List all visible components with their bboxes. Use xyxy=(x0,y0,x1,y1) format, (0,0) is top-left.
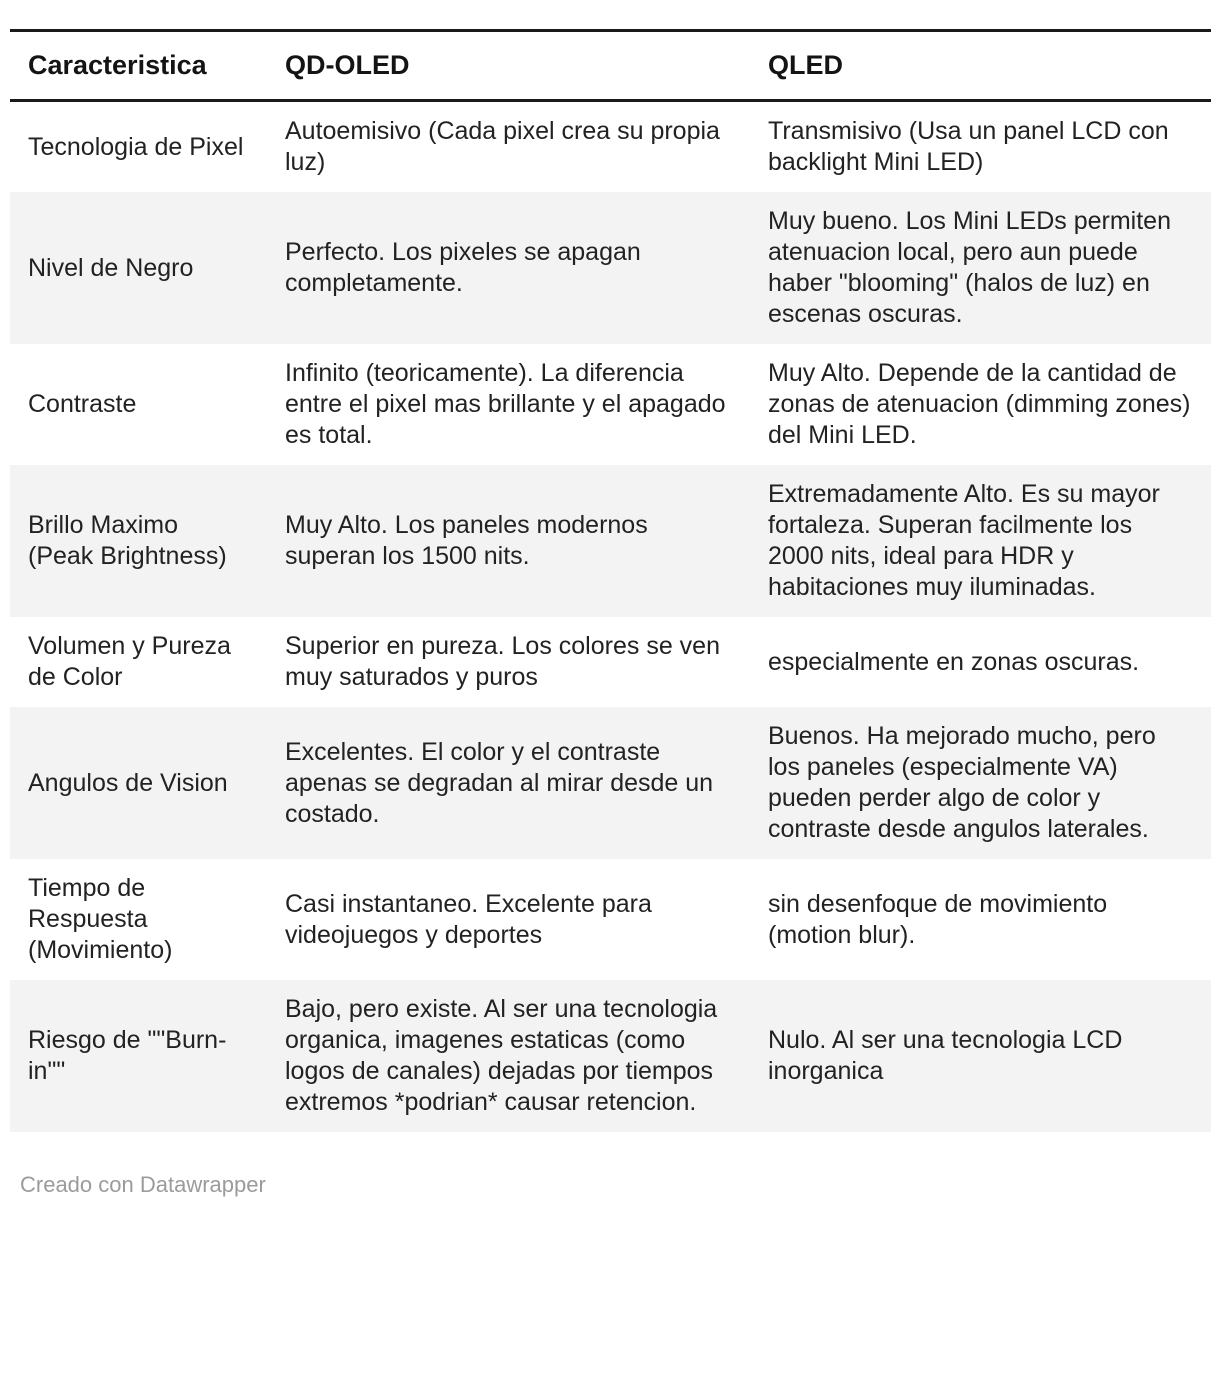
feature-cell: Nivel de Negro xyxy=(28,253,194,282)
feature-cell: Volumen y Pureza de Color xyxy=(28,632,231,691)
qdoled-cell: Perfecto. Los pixeles se apagan completamente. xyxy=(285,238,641,297)
qdoled-cell: Casi instantaneo. Excelente para videojuegos y deportes xyxy=(285,889,652,949)
datawrapper-credit: Creado con Datawrapper xyxy=(20,1172,266,1197)
table-row xyxy=(10,859,1211,980)
comparison-table xyxy=(10,29,1211,1132)
table-row xyxy=(10,707,1211,859)
qled-cell: Buenos. Ha mejorado mucho, pero los paneles (especialmente VA) pueden perder algo de color y contraste desde angulos laterales. xyxy=(768,722,1156,843)
qled-cell: Extremadamente Alto. Es su mayor fortaleza. Superan facilmente los 2000 nits, ideal para HDR y habitaciones muy iluminadas. xyxy=(768,480,1160,601)
table-row xyxy=(10,980,1211,1132)
column-header-qled: QLED xyxy=(750,31,1211,101)
feature-cell: Riesgo de ""Burn-in"" xyxy=(28,1026,227,1085)
feature-cell: Contraste xyxy=(28,390,137,418)
qdoled-cell: Superior en pureza. Los colores se ven muy saturados y puros xyxy=(285,632,720,691)
feature-cell: Tiempo de Respuesta (Movimiento) xyxy=(28,874,173,964)
column-header-qd-oled: QD-OLED xyxy=(267,31,750,101)
column-header-caracteristica: Caracteristica xyxy=(10,31,267,101)
table-row xyxy=(10,465,1211,617)
qled-cell: especialmente en zonas oscuras. xyxy=(768,647,1140,676)
feature-cell: Brillo Maximo (Peak Brightness) xyxy=(28,511,227,570)
table-row xyxy=(10,101,1211,193)
qdoled-cell: Infinito (teoricamente). La diferencia entre el pixel mas brillante y el apagado es total. xyxy=(285,359,726,449)
qdoled-cell: Muy Alto. Los paneles modernos superan los 1500 nits. xyxy=(285,511,648,570)
table-row xyxy=(10,192,1211,344)
table-body xyxy=(10,101,1211,1133)
table-header xyxy=(10,31,1211,101)
table-row xyxy=(10,617,1211,707)
qled-cell: sin desenfoque de movimiento (motion blur). xyxy=(768,889,1108,949)
table-row xyxy=(10,344,1211,465)
qled-cell: Transmisivo (Usa un panel LCD con backlight Mini LED) xyxy=(768,117,1169,176)
header-row xyxy=(10,31,1211,101)
qled-cell: Nulo. Al ser una tecnologia LCD inorganica xyxy=(768,1026,1123,1085)
qdoled-cell: Excelentes. El color y el contraste apenas se degradan al mirar desde un costado. xyxy=(285,737,714,828)
qdoled-cell: Autoemisivo (Cada pixel crea su propia luz) xyxy=(285,117,720,176)
feature-cell: Tecnologia de Pixel xyxy=(28,132,244,161)
qled-cell: Muy bueno. Los Mini LEDs permiten atenuacion local, pero aun puede haber "blooming" (halos de luz) en escenas oscuras. xyxy=(768,207,1171,328)
feature-cell: Angulos de Vision xyxy=(28,768,228,797)
qled-cell: Muy Alto. Depende de la cantidad de zonas de atenuacion (dimming zones) del Mini LED. xyxy=(768,359,1191,449)
qdoled-cell: Bajo, pero existe. Al ser una tecnologia organica, imagenes estaticas (como logos de canales) dejadas por tiempos extremos *podrian* causar retencion. xyxy=(285,995,718,1116)
